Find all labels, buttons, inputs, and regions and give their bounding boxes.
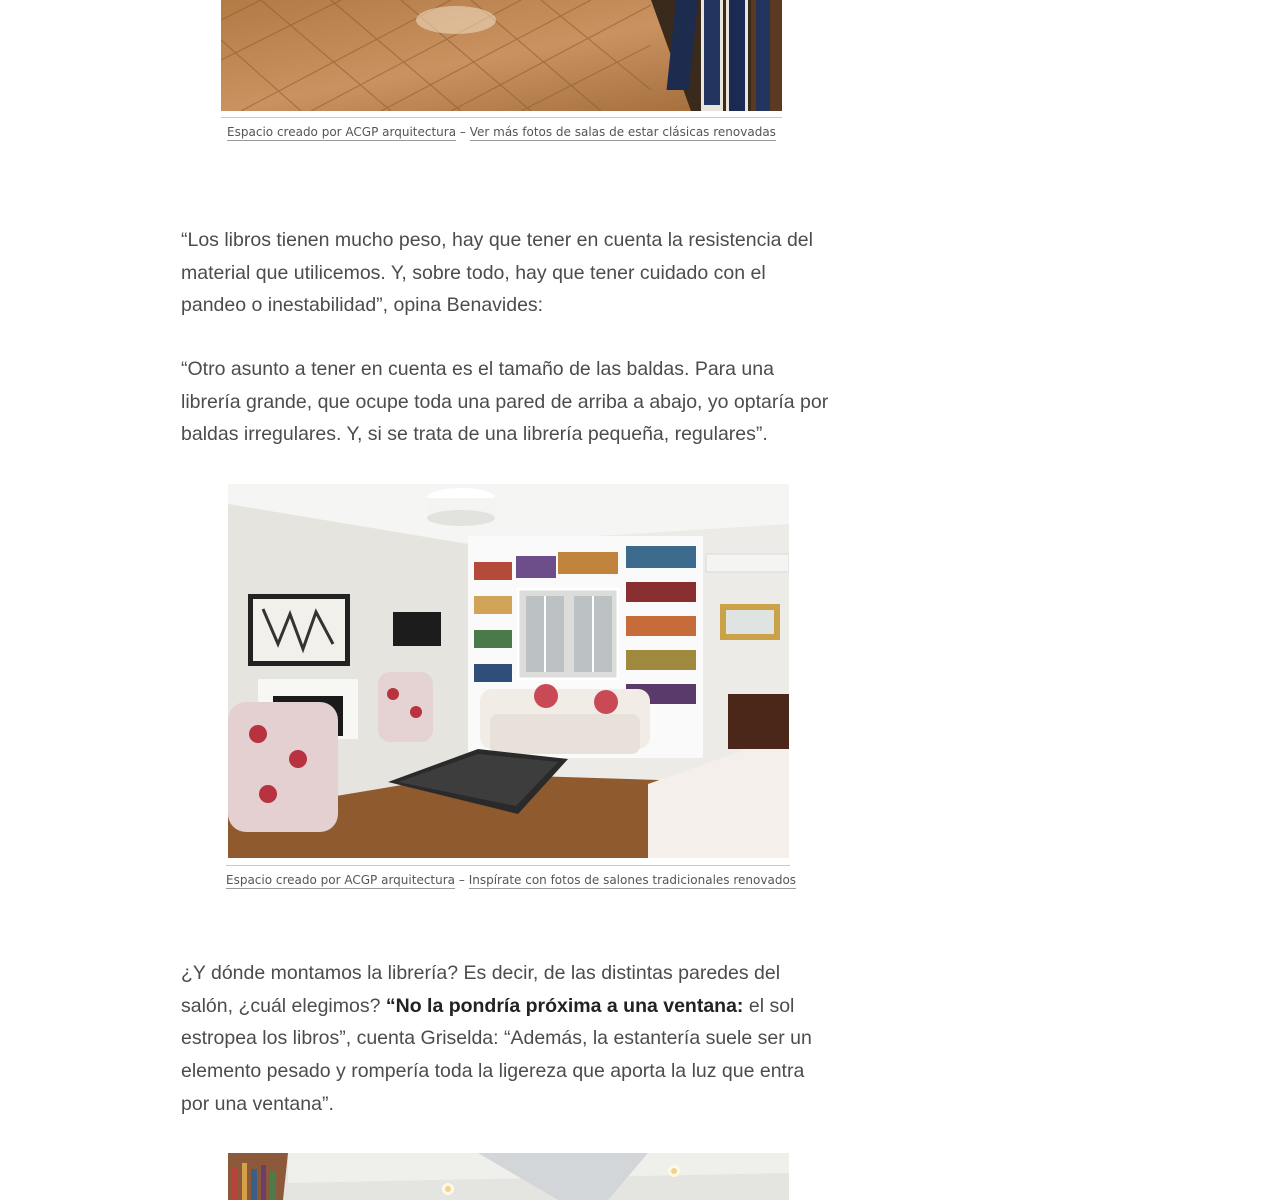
paragraph-shelf-size: “Otro asunto a tener en cuenta es el tamaño de las baldas. Para una librería grande, que ocupe toda una pared de arriba a abajo, yo optaría por baldas irregulares. Y, si se trata de una librería pequeña, regulares”. [181,358,829,446]
figure2-caption [226,865,797,887]
figure1-caption-separator: – [459,125,466,139]
paragraph-placement [181,957,831,1121]
figure1-author-link[interactable]: Espacio creado por ACGP arquitectura [227,125,457,139]
figure2-caption-separator: – [458,873,465,887]
figure1-caption [221,117,782,139]
photo-living-room-bookcase[interactable] [228,484,789,858]
paragraph-placement-bold: “No la pondría próxima a una ventana: [385,994,744,1017]
figure2-gallery-link[interactable]: Inspírate con fotos de salones tradicionales renovados [468,873,797,887]
figure2-author-link[interactable]: Espacio creado por ACGP arquitectura [226,873,456,887]
photo-parquet-floor[interactable] [221,0,782,111]
figure1-gallery-link[interactable]: Ver más fotos de salas de estar clásicas renovadas [469,125,776,139]
paragraph-placement-rest: el sol estropea los libros”, cuenta Griselda: “Además, la estantería suele ser un elemento pesado y rompería toda la ligereza que aporta la luz que entra por una ventana”. [181,994,812,1115]
paragraph-placement-intro: ¿Y dónde montamos la librería? Es decir, de las distintas paredes del salón, ¿cuál elegimos? [181,962,781,1017]
photo-ceiling-spotlights[interactable] [228,1153,789,1200]
paragraph-books-weight: “Los libros tienen mucho peso, hay que tener en cuenta la resistencia del material que utilicemos. Y, sobre todo, hay que tener cuidado con el pandeo o inestabilidad”, opina Benavides: [181,229,813,317]
